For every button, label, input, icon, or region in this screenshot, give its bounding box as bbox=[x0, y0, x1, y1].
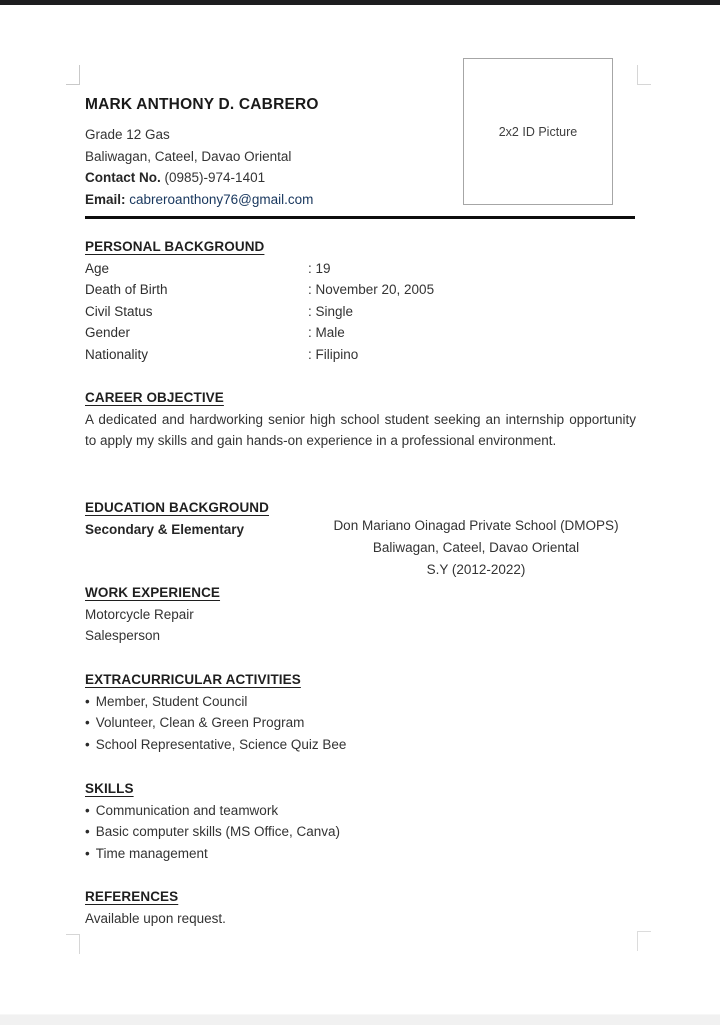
grade-line: Grade 12 Gas bbox=[85, 127, 170, 142]
page-margin-corner-bottom-left bbox=[66, 934, 80, 954]
personal-label: Death of Birth bbox=[85, 282, 168, 298]
career-objective-heading: CAREER OBJECTIVE bbox=[85, 390, 224, 405]
skills-heading: SKILLS bbox=[85, 781, 134, 796]
personal-value: : Filipino bbox=[308, 346, 359, 362]
section-references bbox=[85, 886, 636, 929]
personal-label: Civil Status bbox=[85, 303, 153, 319]
screen-top-bar bbox=[0, 0, 720, 5]
personal-label: Age bbox=[85, 260, 110, 276]
id-photo-placeholder-label: 2x2 ID Picture bbox=[498, 124, 578, 139]
section-work-experience bbox=[85, 582, 636, 647]
personal-value: : November 20, 2005 bbox=[308, 282, 435, 298]
section-personal-background bbox=[85, 236, 636, 366]
section-career-objective bbox=[85, 387, 636, 452]
personal-value: : 19 bbox=[308, 260, 331, 276]
personal-label: Nationality bbox=[85, 346, 149, 362]
personal-row bbox=[85, 301, 636, 323]
extracurricular-item: • School Representative, Science Quiz Bee bbox=[85, 734, 636, 756]
work-item: Motorcycle Repair bbox=[85, 606, 194, 622]
school-years: S.Y (2012-2022) bbox=[426, 561, 526, 577]
contact-block bbox=[85, 124, 313, 210]
personal-value: : Male bbox=[308, 325, 345, 341]
work-item: Salesperson bbox=[85, 628, 161, 644]
career-objective-text: A dedicated and hardworking senior high school student seeking an internship opportunity to apply my skills and gain hands-on experience in a professional environment. bbox=[85, 411, 636, 449]
screen-bottom-bar bbox=[0, 1014, 720, 1025]
personal-value: : Single bbox=[308, 303, 354, 319]
contact-label: Contact No. bbox=[85, 170, 161, 186]
applicant-name: MARK ANTHONY D. CABRERO bbox=[85, 96, 319, 113]
id-photo-placeholder bbox=[463, 58, 613, 205]
section-skills bbox=[85, 778, 636, 864]
education-school-block bbox=[316, 515, 636, 581]
school-name: Don Mariano Oinagad Private School (DMOPS) bbox=[333, 518, 619, 533]
contact-number: (0985)-974-1401 bbox=[164, 170, 266, 186]
address-line: Baliwagan, Cateel, Davao Oriental bbox=[85, 148, 292, 164]
email-link[interactable]: cabreroanthony76@gmail.com bbox=[129, 191, 314, 207]
extracurricular-item: • Member, Student Council bbox=[85, 691, 636, 713]
work-experience-heading: WORK EXPERIENCE bbox=[85, 585, 221, 600]
education-background-heading: EDUCATION BACKGROUND bbox=[85, 500, 269, 515]
extracurricular-item: • Volunteer, Clean & Green Program bbox=[85, 712, 636, 734]
section-extracurricular-activities bbox=[85, 669, 636, 755]
skill-item: • Basic computer skills (MS Office, Canva) bbox=[85, 821, 636, 843]
skill-item: • Time management bbox=[85, 843, 636, 865]
page-margin-corner-bottom-right bbox=[637, 931, 651, 951]
personal-row bbox=[85, 344, 636, 366]
page-margin-corner-top-left bbox=[66, 65, 80, 85]
extracurricular-heading: EXTRACURRICULAR ACTIVITIES bbox=[85, 672, 301, 687]
email-line bbox=[85, 189, 313, 211]
references-heading: REFERENCES bbox=[85, 889, 179, 904]
education-level-label: Secondary & Elementary bbox=[85, 521, 245, 537]
header-divider bbox=[85, 216, 635, 219]
personal-row bbox=[85, 258, 636, 280]
personal-row bbox=[85, 279, 636, 301]
email-label: Email: bbox=[85, 191, 126, 207]
references-text: Available upon request. bbox=[85, 910, 226, 926]
page-margin-corner-top-right bbox=[637, 65, 651, 85]
personal-background-heading: PERSONAL BACKGROUND bbox=[85, 239, 265, 254]
skill-item: • Communication and teamwork bbox=[85, 800, 636, 822]
contact-line bbox=[85, 167, 313, 189]
personal-row bbox=[85, 322, 636, 344]
personal-label: Gender bbox=[85, 325, 131, 341]
school-address: Baliwagan, Cateel, Davao Oriental bbox=[372, 539, 580, 555]
